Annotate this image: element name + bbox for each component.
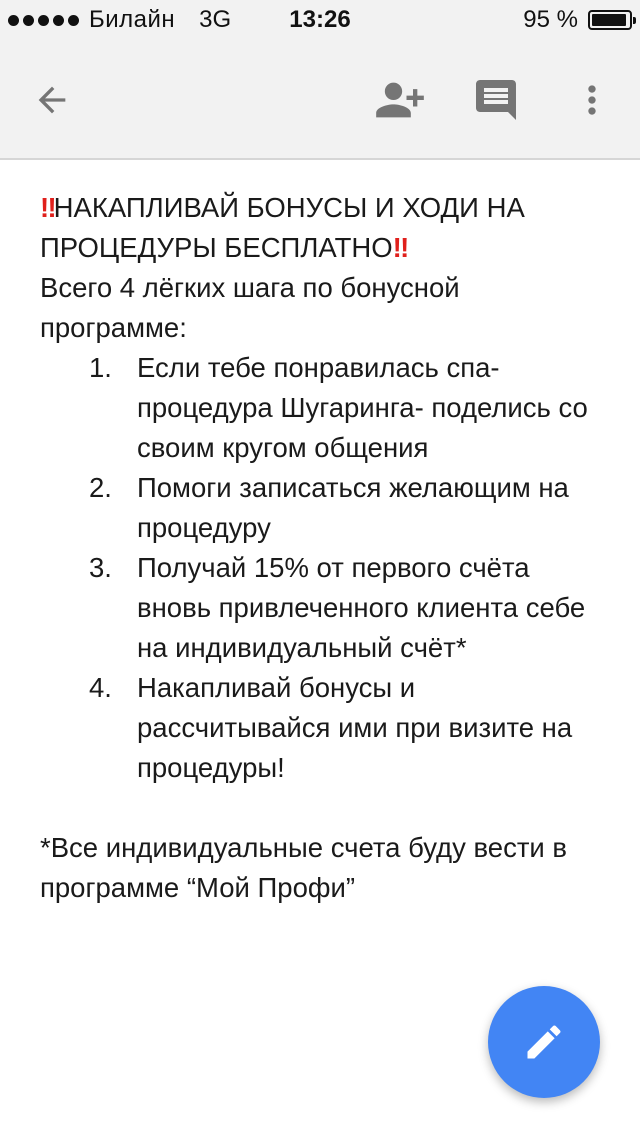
step-number: 2. [89, 472, 112, 503]
back-button[interactable] [22, 70, 82, 130]
person-add-icon [374, 74, 426, 126]
list-item [40, 668, 610, 788]
status-time: 13:26 [289, 6, 351, 33]
more-vert-icon [570, 78, 614, 122]
steps-list [40, 348, 610, 788]
comment-icon [472, 76, 520, 124]
list-item [40, 468, 610, 548]
add-person-button[interactable] [370, 70, 430, 130]
step-text: Если тебе понравилась спа-процедура Шугаринга- поделись со своим кругом общения [137, 352, 588, 463]
more-options-button[interactable] [562, 70, 622, 130]
status-bar [0, 0, 640, 40]
comment-button[interactable] [466, 70, 526, 130]
carrier-name: Билайн [89, 6, 176, 33]
step-number: 3. [89, 552, 112, 583]
edit-pencil-icon [522, 1020, 566, 1064]
app-toolbar [0, 40, 640, 160]
step-text: Накапливай бонусы и рассчитывайся ими при визите на процедуры! [137, 672, 573, 783]
intro-text: Всего 4 лёгких шага по бонусной программе: [40, 272, 460, 343]
message-heading [40, 188, 610, 268]
step-number: 1. [89, 352, 112, 383]
status-right [523, 6, 632, 34]
network-type: 3G [199, 6, 232, 33]
arrow-left-icon [32, 80, 72, 120]
list-item [40, 548, 610, 668]
step-text: Получай 15% от первого счёта вновь привлеченного клиента себе на индивидуальный счёт* [137, 552, 586, 663]
battery-level-fill [592, 14, 626, 26]
battery-icon [588, 10, 632, 30]
battery-percent: 95 % [523, 6, 578, 33]
step-number: 4. [89, 672, 112, 703]
heading-text: НАКАПЛИВАЙ БОНУСЫ И ХОДИ НА ПРОЦЕДУРЫ БЕСПЛАТНО [40, 192, 525, 263]
message-body [40, 188, 610, 908]
step-text: Помоги записаться желающим на процедуру [137, 472, 569, 543]
footnote-text: *Все индивидуальные счета буду вести в программе “Мой Профи” [40, 832, 568, 903]
double-exclamation-icon: ‼ [392, 232, 407, 263]
edit-fab-button[interactable] [488, 986, 600, 1098]
double-exclamation-icon: ‼ [40, 192, 54, 223]
list-item [40, 348, 610, 468]
